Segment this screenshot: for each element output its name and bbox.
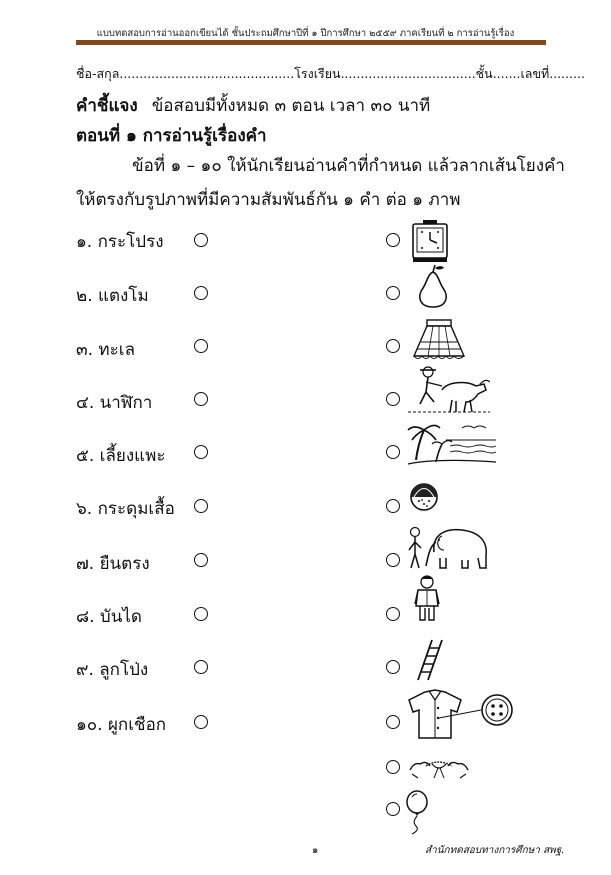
picture-circle-8[interactable] xyxy=(386,607,400,621)
task-line-2: ให้ตรงกับรูปภาพที่มีความสัมพันธ์กัน ๑ คำ ต่อ ๑ ภาพ xyxy=(76,190,461,210)
picture-circle-4[interactable] xyxy=(386,392,400,406)
word-circle-7[interactable] xyxy=(194,553,208,567)
pear-icon xyxy=(410,264,456,310)
task-line-1: ข้อที่ ๑ – ๑๐ ให้นักเรียนอ่านคำที่กำหนด แล้วลากเส้นโยงคำ xyxy=(132,156,565,176)
header-rule xyxy=(76,40,546,45)
word-circle-8[interactable] xyxy=(194,607,208,621)
skirt-icon xyxy=(410,318,468,362)
shirt-button-icon xyxy=(405,688,517,740)
word-4: ๔. นาฬิกา xyxy=(76,393,153,413)
page-number: ๑ xyxy=(312,845,319,856)
word-10: ๑๐. ผูกเชือก xyxy=(76,715,167,735)
word-circle-9[interactable] xyxy=(194,660,208,674)
word-circle-10[interactable] xyxy=(194,715,208,729)
beach-icon xyxy=(406,418,496,470)
word-circle-5[interactable] xyxy=(194,445,208,459)
picture-circle-7[interactable] xyxy=(386,553,400,567)
word-circle-4[interactable] xyxy=(194,392,208,406)
word-5: ๕. เลี้ยงแพะ xyxy=(76,446,166,466)
word-8: ๘. บันได xyxy=(76,607,142,627)
header-text: แบบทดสอบการอ่านออกเขียนได้ ชั้นประถมศึกษาปีที่ ๑ ปีการศึกษา ๒๕๕๙ ภาคเรียนที่ ๒ การอ่านรู้เรื่อง xyxy=(96,28,515,39)
balloon-icon xyxy=(404,790,430,836)
student-info-line: ชื่อ-สกุล............................................โรงเรียน..................................ชั้น.......เลขที่......... xyxy=(76,66,585,81)
word-circle-3[interactable] xyxy=(194,339,208,353)
picture-circle-9[interactable] xyxy=(386,660,400,674)
word-7: ๗. ยืนตรง xyxy=(76,554,150,574)
boy-elephant-icon xyxy=(406,522,490,572)
instructions-label: คำชี้แจง xyxy=(76,96,138,116)
picture-circle-6[interactable] xyxy=(386,499,400,513)
footer-organization: สำนักทดสอบทางการศึกษา สพฐ. xyxy=(425,845,565,856)
picture-circle-10[interactable] xyxy=(386,715,400,729)
picture-circle-5[interactable] xyxy=(386,445,400,459)
picture-circle-11[interactable] xyxy=(386,760,400,774)
tying-rope-icon xyxy=(408,752,470,780)
watermelon-icon xyxy=(409,482,439,512)
word-circle-1[interactable] xyxy=(194,233,208,247)
picture-circle-1[interactable] xyxy=(386,233,400,247)
clock-icon xyxy=(405,218,455,264)
word-2: ๒. แตงโม xyxy=(76,286,149,306)
instructions xyxy=(76,92,430,119)
instructions-text: ข้อสอบมีทั้งหมด ๓ ตอน เวลา ๓๐ นาที xyxy=(151,96,431,116)
word-6: ๖. กระดุมเสื้อ xyxy=(76,499,175,519)
boy-standing-icon xyxy=(412,574,442,624)
farmer-buffalo-icon xyxy=(406,364,490,416)
ladder-icon xyxy=(414,638,446,682)
word-circle-6[interactable] xyxy=(194,499,208,513)
word-3: ๓. ทะเล xyxy=(76,340,135,360)
picture-circle-12[interactable] xyxy=(386,802,400,816)
word-9: ๙. ลูกโป่ง xyxy=(76,660,149,680)
picture-circle-2[interactable] xyxy=(386,286,400,300)
picture-circle-3[interactable] xyxy=(386,339,400,353)
word-1: ๑. กระโปรง xyxy=(76,232,164,252)
word-circle-2[interactable] xyxy=(194,286,208,300)
part-title: ตอนที่ ๑ การอ่านรู้เรื่องคำ xyxy=(76,126,267,146)
